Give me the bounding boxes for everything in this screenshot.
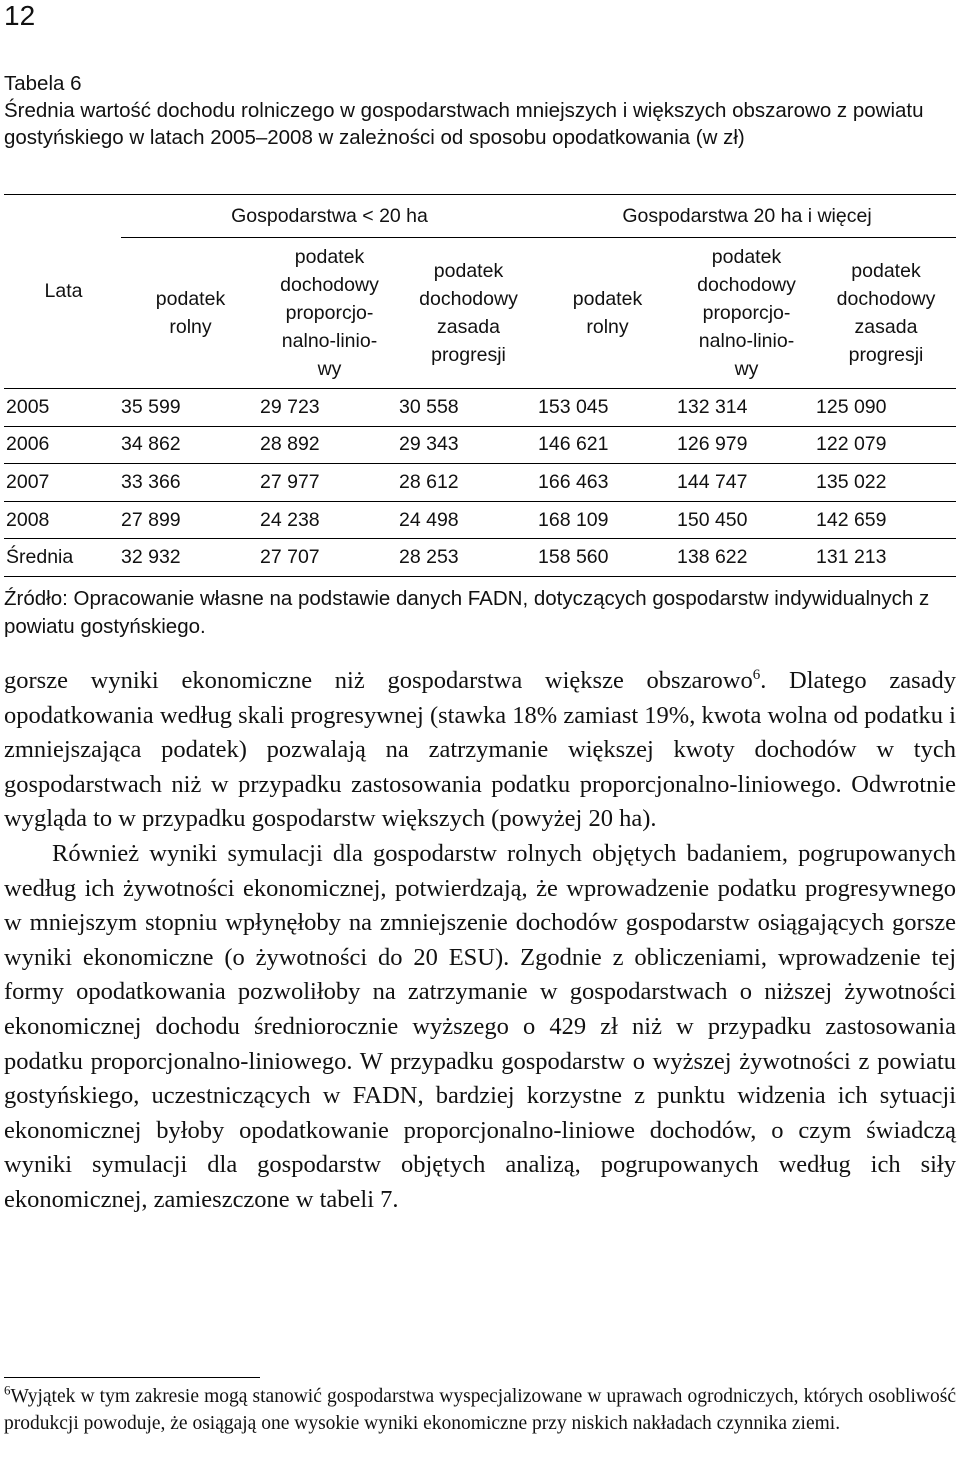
value-cell: 158 560 (538, 539, 677, 577)
table-title: Średnia wartość dochodu rolniczego w gospodarstwach mniejszych i większych obszarowo z powiatu gostyńskiego w latach 2005–2008 w zależności od sposobu opodatkowania (w zł) (4, 99, 924, 149)
subheader: podatek rolny (538, 238, 677, 389)
subheader: podatek dochodowy zasada progresji (816, 238, 956, 389)
value-cell: 135 022 (816, 464, 956, 502)
table-row (4, 539, 956, 577)
table-source: Źródło: Opracowanie własne na podstawie danych FADN, dotyczących gospodarstw indywidualnych z powiatu gostyńskiego. (4, 587, 930, 638)
value-cell: 30 558 (399, 389, 538, 427)
paragraph-2: Również wyniki symulacji dla gospodarstw rolnych objętych badaniem, pogrupowanych według ich żywotności ekonomicznej, potwierdzają, że wprowadzenie podatku progresywnego w mniejszym stopniu wpłynęłoby na zmniejszenie dochodów gospodarstw osiągających gorsze wyniki ekonomiczne (o żywotności do 20 ESU). Zgodnie z obliczeniami, wprowadzenie tej formy opodatkowania pozwoliłoby na zatrzymanie w gospodarstwach o niższej żywotności ekonomicznej dochodu średniorocznie wyższego o 429 zł niż w przypadku zastosowania podatku proporcjonalno-liniowego. W przypadku gospodarstw o wyższej żywotności z powiatu gostyńskiego, uczestniczących w FADN, bardziej korzystne z punktu widzenia ich sytuacji ekonomicznej byłoby opodatkowanie proporcjonalno-liniowe dochodów, o czym świadczą wyniki symulacji dla gospodarstw objętych analizą, pogrupowanych według ich siły ekonomicznej, zamieszczone w tabeli 7. (4, 839, 956, 1213)
value-cell: 27 899 (121, 501, 260, 539)
value-cell: 27 707 (260, 539, 399, 577)
footnote (4, 1383, 956, 1437)
subheader: podatek dochodowy proporcjo- nalno-linio- wy (260, 238, 399, 389)
paragraph-1-start: gorsze wyniki ekonomiczne niż gospodarstwa większe obszarowo (4, 667, 753, 694)
table-label: Tabela 6 (4, 72, 82, 95)
value-cell: 32 932 (121, 539, 260, 577)
year-cell: 2007 (4, 464, 121, 502)
value-cell: 125 090 (816, 389, 956, 427)
value-cell: 29 343 (399, 426, 538, 464)
table-row (4, 464, 956, 502)
value-cell: 132 314 (677, 389, 816, 427)
table-row (4, 389, 956, 427)
year-cell: 2006 (4, 426, 121, 464)
table-row (4, 501, 956, 539)
value-cell: 24 498 (399, 501, 538, 539)
footnote-mark: 6 (4, 1382, 11, 1398)
value-cell: 150 450 (677, 501, 816, 539)
value-cell: 27 977 (260, 464, 399, 502)
table-body (4, 389, 956, 577)
page-number: 12 (4, 0, 36, 31)
footnote-divider (4, 1377, 260, 1378)
paragraph-1-end: . Dlatego zasady opodatkowania według skali progresywnej (stawka 18% zamiast 19%, kwota wolna od podatku i zmniejszająca podatek) pozwalają na zatrzymanie większej kwoty dochodów w tych gospodarstwach niż w przypadku zastosowania podatku proporcjonalno-liniowego. Odwrotnie wygląda to w przypadku gospodarstw większych (powyżej 20 ha). (4, 667, 957, 833)
year-cell: Średnia (4, 539, 121, 577)
body-text (4, 664, 956, 1218)
value-cell: 28 892 (260, 426, 399, 464)
year-cell: 2008 (4, 501, 121, 539)
footnote-reference[interactable]: 6 (752, 666, 761, 683)
value-cell: 126 979 (677, 426, 816, 464)
value-cell: 146 621 (538, 426, 677, 464)
value-cell: 153 045 (538, 389, 677, 427)
value-cell: 28 253 (399, 539, 538, 577)
value-cell: 138 622 (677, 539, 816, 577)
value-cell: 131 213 (816, 539, 956, 577)
value-cell: 28 612 (399, 464, 538, 502)
income-table (4, 194, 956, 577)
subheader: podatek dochodowy zasada progresji (399, 238, 538, 389)
value-cell: 24 238 (260, 501, 399, 539)
group-header-large: Gospodarstwa 20 ha i więcej (538, 195, 956, 238)
table-caption (4, 70, 956, 151)
value-cell: 34 862 (121, 426, 260, 464)
value-cell: 142 659 (816, 501, 956, 539)
footnote-text: Wyjątek w tym zakresie mogą stanowić gospodarstwa wyspecjalizowane w uprawach ogrodniczych, których osobliwość produkcji powoduje, że osiągają one wysokie wyniki ekonomiczne przy niskich nakładach czynnika ziemi. (4, 1386, 956, 1434)
subheader-row (4, 238, 956, 389)
value-cell: 122 079 (816, 426, 956, 464)
value-cell: 166 463 (538, 464, 677, 502)
table-row (4, 426, 956, 464)
value-cell: 168 109 (538, 501, 677, 539)
value-cell: 33 366 (121, 464, 260, 502)
header-years: Lata (4, 195, 121, 389)
subheader: podatek dochodowy proporcjo- nalno-linio- wy (677, 238, 816, 389)
group-header-small: Gospodarstwa < 20 ha (121, 195, 538, 238)
paragraph-1 (4, 664, 956, 837)
year-cell: 2005 (4, 389, 121, 427)
value-cell: 144 747 (677, 464, 816, 502)
value-cell: 35 599 (121, 389, 260, 427)
value-cell: 29 723 (260, 389, 399, 427)
subheader: podatek rolny (121, 238, 260, 389)
